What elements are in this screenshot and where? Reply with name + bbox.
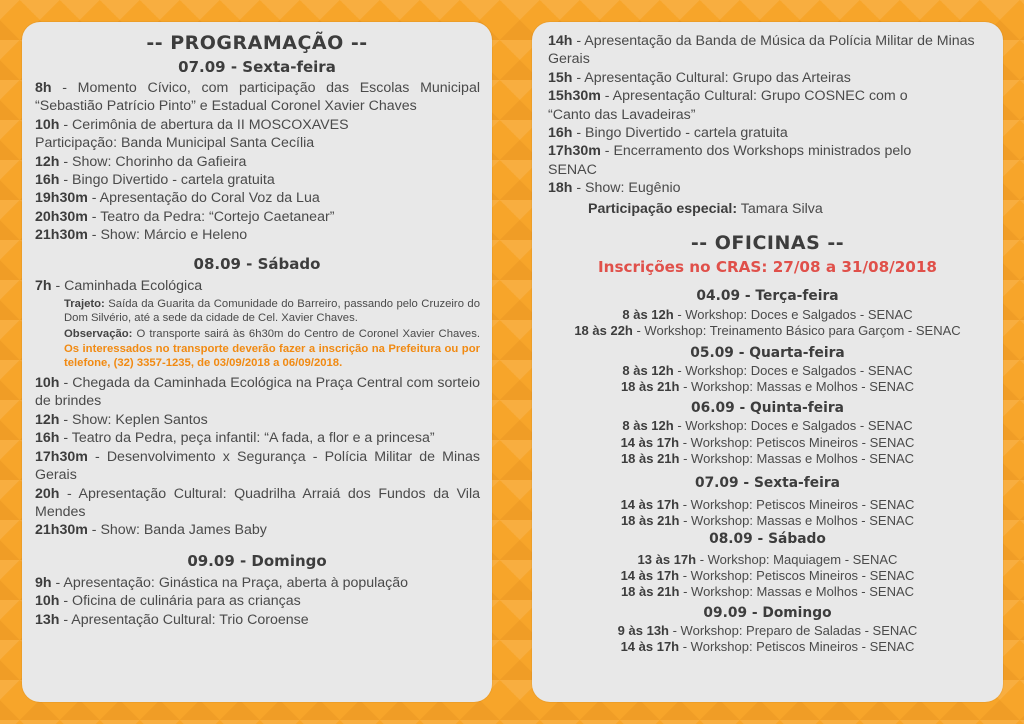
event-item	[532, 179, 1003, 197]
event-text: - Show: Chorinho da Gafieira	[59, 153, 247, 170]
event-time: 12h	[35, 411, 60, 428]
trajeto-text: Saída da Guarita da Comunidade do Barreiro, passando pelo Cruzeiro do Dom Silvério, até a sede da cidade de Cel. Xavier Chaves.	[64, 298, 480, 325]
event-item	[532, 32, 1003, 69]
workshop-text: - Workshop: Treinamento Básico para Garçom - SENAC	[632, 323, 961, 339]
workshop-time: 14 às 17h	[620, 568, 680, 584]
event-text: - Apresentação do Coral Voz da Lua	[87, 190, 320, 207]
event-time: 21h30m	[35, 522, 88, 539]
event-text: - Encerramento dos Workshops ministrados pelo SENAC	[548, 143, 912, 178]
event-item	[22, 411, 492, 429]
workshop-item	[532, 623, 1003, 639]
event-time: 13h	[35, 611, 60, 628]
event-time: 7h	[35, 277, 52, 294]
workshop-item	[532, 584, 1003, 600]
observacao-note	[22, 327, 492, 370]
event-item	[22, 171, 492, 189]
workshop-time: 18 às 21h	[620, 450, 680, 466]
event-item	[22, 592, 492, 610]
event-item	[22, 448, 492, 485]
special-label: Participação especial:	[588, 200, 738, 217]
event-item	[532, 142, 1003, 179]
event-time: 16h	[548, 125, 573, 142]
event-item	[22, 116, 492, 134]
event-time: 20h	[35, 485, 60, 502]
trajeto-note	[22, 297, 492, 325]
day-title-0709: 07.09 - Sexta-feira	[178, 58, 336, 76]
event-item	[22, 153, 492, 171]
event-time: 10h	[35, 375, 60, 392]
event-text: - Show: Eugênio	[572, 180, 681, 197]
workshop-time: 18 às 22h	[574, 323, 633, 339]
event-time: 20h30m	[35, 208, 88, 225]
workshop-item	[532, 307, 1003, 323]
workshop-item	[532, 639, 1003, 655]
event-time: 10h	[35, 593, 60, 610]
workshop-item	[532, 497, 1003, 513]
special-value: Tamara Silva	[737, 200, 823, 217]
event-text: - Show: Keplen Santos	[59, 411, 208, 428]
workshop-text: - Workshop: Massas e Molhos - SENAC	[679, 513, 915, 529]
event-item	[22, 485, 492, 522]
workshop-item	[532, 418, 1003, 434]
workshop-text: - Workshop: Petiscos Mineiros - SENAC	[679, 568, 915, 584]
workshop-day-title: 08.09 - Sábado	[709, 530, 826, 547]
workshop-text: - Workshop: Maquiagem - SENAC	[696, 551, 898, 567]
event-item	[22, 189, 492, 207]
workshop-text: - Workshop: Massas e Molhos - SENAC	[679, 450, 915, 466]
event-time: 17h30m	[548, 143, 601, 160]
event-item	[22, 429, 492, 447]
workshop-day-title: 06.09 - Quinta-feira	[691, 400, 844, 417]
event-item	[22, 374, 492, 411]
workshop-item	[532, 435, 1003, 451]
workshop-day-title: 05.09 - Quarta-feira	[690, 344, 845, 361]
workshop-text: - Workshop: Petiscos Mineiros - SENAC	[679, 434, 915, 450]
workshop-text: - Workshop: Massas e Molhos - SENAC	[679, 378, 915, 394]
workshop-item	[532, 513, 1003, 529]
workshop-time: 8 às 12h	[622, 362, 674, 378]
workshop-item	[532, 451, 1003, 467]
event-item	[22, 226, 492, 244]
event-text: - Caminhada Ecológica	[51, 277, 203, 294]
workshop-time: 8 às 12h	[622, 418, 674, 434]
workshop-time: 8 às 12h	[622, 307, 674, 323]
workshop-text: - Workshop: Massas e Molhos - SENAC	[679, 584, 915, 600]
event-text: - Apresentação Cultural: Trio Coroense	[59, 611, 309, 628]
workshop-time: 14 às 17h	[620, 434, 680, 450]
event-time: 19h30m	[35, 190, 88, 207]
event-text: - Apresentação da Banda de Música da Polícia Militar de Minas Gerais	[548, 33, 975, 68]
oficinas-panel	[532, 22, 1003, 702]
inscricoes-notice: Inscrições no CRAS: 27/08 a 31/08/2018	[598, 258, 937, 277]
event-text: - Momento Cívico, com participação das Escolas Municipal “Sebastião Patrício Pinto” e Estadual Coronel Xavier Chaves	[35, 80, 480, 115]
event-text: - Teatro da Pedra, peça infantil: “A fada, a flor e a princesa”	[59, 430, 435, 447]
event-text: Participação: Banda Municipal Santa Cecília	[35, 135, 315, 152]
event-item	[22, 79, 492, 116]
programacao-title: -- PROGRAMAÇÃO --	[146, 32, 368, 54]
event-text: - Bingo Divertido - cartela gratuita	[572, 125, 788, 142]
day-title-0909: 09.09 - Domingo	[187, 551, 327, 570]
event-item	[22, 277, 492, 295]
event-time: 21h30m	[35, 227, 88, 244]
event-time: 18h	[548, 180, 573, 197]
workshop-text: - Workshop: Doces e Salgados - SENAC	[673, 307, 913, 323]
programacao-panel	[22, 22, 492, 702]
event-text: - Cerimônia de abertura da II MOSCOXAVES	[59, 116, 349, 133]
workshop-day-title: 09.09 - Domingo	[703, 604, 832, 621]
event-text: - Desenvolvimento x Segurança - Polícia Militar de Minas Gerais	[35, 448, 480, 484]
workshop-text: - Workshop: Preparo de Saladas - SENAC	[669, 622, 918, 638]
event-text: - Chegada da Caminhada Ecológica na Praça Central com sorteio de brindes	[35, 375, 480, 410]
event-time: 17h30m	[35, 448, 88, 465]
event-text: - Teatro da Pedra: “Cortejo Caetanear”	[87, 208, 335, 225]
event-time: 16h	[35, 172, 60, 189]
workshop-time: 18 às 21h	[620, 513, 680, 529]
workshop-time: 9 às 13h	[617, 622, 669, 638]
event-time: 10h	[35, 116, 60, 133]
workshop-text: - Workshop: Doces e Salgados - SENAC	[673, 362, 913, 378]
event-item	[22, 611, 492, 629]
event-time: 8h	[35, 80, 52, 96]
event-item	[532, 87, 1003, 124]
special-participation	[532, 200, 1003, 218]
event-text: - Apresentação Cultural: Quadrilha Arraiá dos Fundos da Vila Mendes	[35, 485, 480, 520]
event-item	[22, 521, 492, 539]
event-item	[532, 69, 1003, 87]
workshop-text: - Workshop: Petiscos Mineiros - SENAC	[679, 638, 915, 654]
workshop-text: - Workshop: Petiscos Mineiros - SENAC	[679, 497, 915, 513]
event-item	[22, 134, 492, 152]
event-item	[22, 574, 492, 592]
workshop-time: 14 às 17h	[620, 638, 680, 654]
oficinas-title: -- OFICINAS --	[690, 232, 845, 255]
workshop-time: 18 às 21h	[620, 584, 680, 600]
event-text: - Apresentação Cultural: Grupo das Arteiras	[572, 69, 851, 86]
observacao-highlight: Os interessados no transporte deverão fazer a inscrição na Prefeitura ou por telefone, (32) 3357-1235, de 03/09/2018 a 06/09/2018.	[64, 342, 480, 369]
workshop-time: 13 às 17h	[637, 551, 697, 567]
workshop-item	[532, 552, 1003, 568]
workshop-item	[532, 363, 1003, 379]
workshop-time: 18 às 21h	[620, 378, 680, 394]
workshop-day-title: 07.09 - Sexta-feira	[694, 475, 840, 492]
workshop-text: - Workshop: Doces e Salgados - SENAC	[673, 418, 913, 434]
event-time: 15h	[548, 69, 573, 86]
event-text: - Show: Banda James Baby	[87, 522, 267, 539]
event-time: 16h	[35, 430, 60, 447]
day-title-0809: 08.09 - Sábado	[193, 254, 321, 273]
event-item	[22, 208, 492, 226]
workshop-item	[532, 323, 1003, 339]
event-text: - Bingo Divertido - cartela gratuita	[59, 172, 275, 189]
observacao-text: O transporte sairá às 6h30m do Centro de Coronel Xavier Chaves.	[132, 328, 480, 341]
workshop-time: 14 às 17h	[620, 497, 680, 513]
event-item	[532, 124, 1003, 142]
event-text: - Apresentação: Ginástica na Praça, aberta à população	[51, 574, 409, 591]
event-time: 14h	[548, 33, 573, 49]
event-time: 12h	[35, 153, 60, 170]
workshop-day-title: 04.09 - Terça-feira	[696, 288, 839, 305]
event-text: - Apresentação Cultural: Grupo COSNEC com o “Canto das Lavadeiras”	[548, 88, 908, 123]
event-text: - Oficina de culinária para as crianças	[59, 593, 301, 610]
trajeto-label: Trajeto:	[64, 298, 105, 311]
workshop-item	[532, 568, 1003, 584]
workshop-item	[532, 379, 1003, 395]
event-text: - Show: Márcio e Heleno	[87, 227, 248, 244]
event-time: 9h	[35, 574, 52, 591]
observacao-label: Observação:	[64, 328, 133, 341]
event-time: 15h30m	[548, 88, 601, 105]
